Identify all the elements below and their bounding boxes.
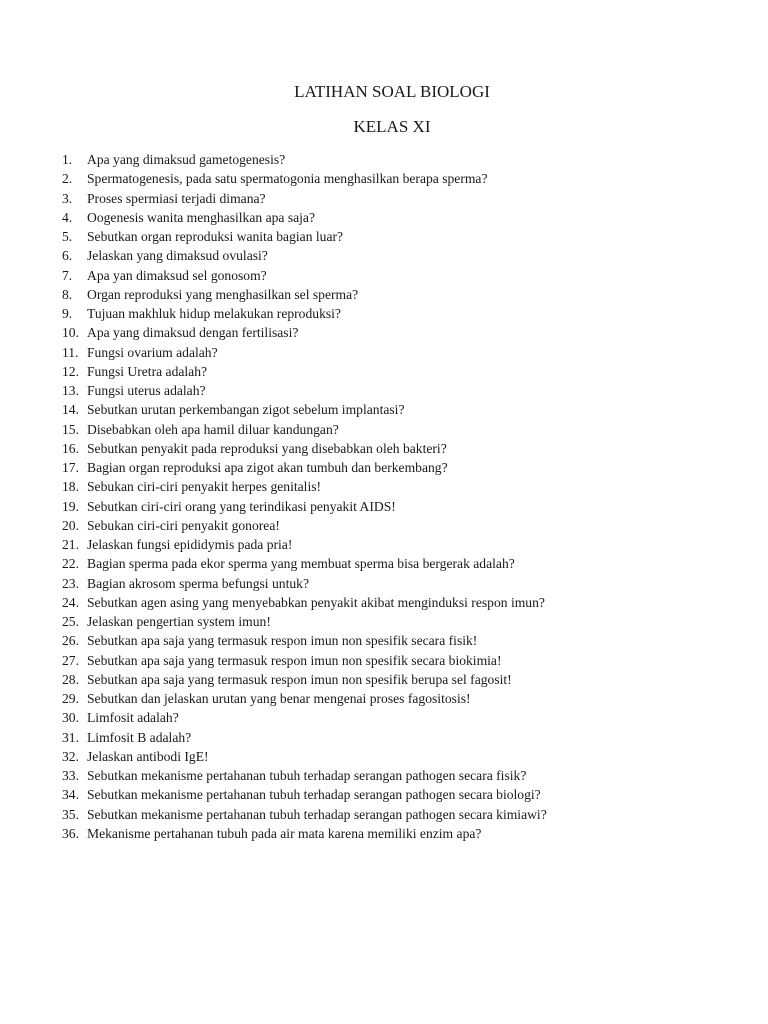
list-item <box>62 728 547 747</box>
question-number: 35. <box>62 806 79 822</box>
list-item <box>62 420 547 439</box>
list-item <box>62 266 547 285</box>
list-item <box>62 343 547 362</box>
question-text: Fungsi Uretra adalah? <box>87 363 208 379</box>
question-number: 36. <box>62 825 79 841</box>
question-text: Sebukan ciri-ciri penyakit gonorea! <box>87 517 280 533</box>
list-item <box>62 593 547 612</box>
question-number: 3. <box>62 190 73 206</box>
question-text: Sebutkan mekanisme pertahanan tubuh terhadap serangan pathogen secara biologi? <box>87 787 541 803</box>
list-item <box>62 516 547 535</box>
page-subtitle: KELAS XI <box>353 117 431 136</box>
list-item <box>62 535 547 554</box>
question-number: 27. <box>62 652 79 668</box>
question-number: 23. <box>62 575 79 591</box>
question-number: 20. <box>62 517 79 533</box>
question-text: Organ reproduksi yang menghasilkan sel sperma? <box>87 286 359 302</box>
list-item <box>62 689 547 708</box>
question-number: 9. <box>62 306 73 321</box>
question-text: Sebutkan apa saja yang termasuk respon imun non spesifik berupa sel fagosit! <box>87 671 512 687</box>
list-item <box>62 439 547 458</box>
question-text: Sebutkan mekanisme pertahanan tubuh terhadap serangan pathogen secara kimiawi? <box>87 806 547 822</box>
list-item <box>62 208 547 227</box>
list-item <box>62 150 547 169</box>
list-item <box>62 824 547 843</box>
list-item <box>62 362 547 381</box>
question-number: 13. <box>62 383 79 398</box>
list-item <box>62 189 547 208</box>
question-number: 1. <box>62 152 73 167</box>
question-number: 26. <box>62 633 79 649</box>
question-number: 21. <box>62 537 79 552</box>
question-text: Bagian organ reproduksi apa zigot akan tumbuh dan berkembang? <box>87 460 448 475</box>
list-item <box>62 323 547 342</box>
question-text: Oogenesis wanita menghasilkan apa saja? <box>87 209 315 225</box>
list-item <box>62 381 547 400</box>
question-number: 4. <box>62 209 73 225</box>
question-text: Sebutkan dan jelaskan urutan yang benar mengenai proses fagositosis! <box>87 691 471 706</box>
question-text: Jelaskan yang dimaksud ovulasi? <box>87 248 268 264</box>
question-text: Fungsi ovarium adalah? <box>87 344 218 360</box>
question-number: 33. <box>62 768 79 783</box>
question-number: 16. <box>62 440 79 456</box>
question-number: 11. <box>62 344 79 360</box>
list-item <box>62 785 547 804</box>
list-item <box>62 554 547 573</box>
question-text: Apa yang dimaksud gametogenesis? <box>87 152 286 167</box>
question-text: Bagian sperma pada ekor sperma yang membuat sperma bisa bergerak adalah? <box>87 556 515 572</box>
question-text: Apa yang dimaksud dengan fertilisasi? <box>87 325 299 341</box>
list-item <box>62 747 547 766</box>
list-item <box>62 304 547 323</box>
list-item <box>62 285 547 304</box>
question-text: Tujuan makhluk hidup melakukan reproduksi? <box>87 306 341 321</box>
question-text: Sebutkan urutan perkembangan zigot sebelum implantasi? <box>87 402 405 418</box>
question-list <box>62 150 547 843</box>
list-item <box>62 612 547 631</box>
list-item <box>62 631 547 650</box>
list-item <box>62 497 547 516</box>
question-text: Fungsi uterus adalah? <box>87 383 206 398</box>
list-item <box>62 670 547 689</box>
question-number: 17. <box>62 460 79 475</box>
list-item <box>62 477 547 496</box>
question-text: Sebutkan apa saja yang termasuk respon imun non spesifik secara biokimia! <box>87 652 502 668</box>
list-item <box>62 400 547 419</box>
question-text: Jelaskan fungsi epididymis pada pria! <box>87 537 293 552</box>
list-item <box>62 805 547 824</box>
question-text: Jelaskan antibodi IgE! <box>87 748 209 764</box>
question-text: Limfosit adalah? <box>87 710 179 726</box>
question-number: 8. <box>62 286 73 302</box>
list-item <box>62 574 547 593</box>
question-text: Disebabkan oleh apa hamil diluar kandungan? <box>87 421 339 437</box>
question-text: Sebutkan ciri-ciri orang yang terindikasi penyakit AIDS! <box>87 498 396 514</box>
question-number: 31. <box>62 729 79 745</box>
question-number: 18. <box>62 479 79 495</box>
page-title: LATIHAN SOAL BIOLOGI <box>294 82 490 101</box>
list-item <box>62 766 547 785</box>
question-number: 29. <box>62 691 79 706</box>
question-number: 12. <box>62 363 79 379</box>
list-item <box>62 708 547 727</box>
list-item <box>62 458 547 477</box>
question-number: 32. <box>62 748 79 764</box>
question-number: 5. <box>62 229 73 244</box>
question-text: Sebutkan mekanisme pertahanan tubuh terhadap serangan pathogen secara fisik? <box>87 768 527 783</box>
question-text: Proses spermiasi terjadi dimana? <box>87 190 266 206</box>
question-text: Limfosit B adalah? <box>87 729 192 745</box>
question-number: 10. <box>62 325 79 341</box>
question-text: Spermatogenesis, pada satu spermatogonia menghasilkan berapa sperma? <box>87 171 488 187</box>
question-text: Sebutkan apa saja yang termasuk respon imun non spesifik secara fisik! <box>87 633 478 649</box>
question-number: 15. <box>62 421 79 437</box>
list-item <box>62 246 547 265</box>
list-item <box>62 651 547 670</box>
question-number: 28. <box>62 671 79 687</box>
list-item <box>62 227 547 246</box>
question-number: 6. <box>62 248 73 264</box>
question-number: 2. <box>62 171 73 187</box>
question-text: Bagian akrosom sperma befungsi untuk? <box>87 575 309 591</box>
question-text: Sebutkan organ reproduksi wanita bagian luar? <box>87 229 344 244</box>
question-number: 24. <box>62 594 79 610</box>
question-number: 34. <box>62 787 79 803</box>
question-number: 25. <box>62 614 79 629</box>
question-text: Sebutkan penyakit pada reproduksi yang disebabkan oleh bakteri? <box>87 440 447 456</box>
list-item <box>62 169 547 188</box>
question-number: 7. <box>62 267 73 283</box>
question-number: 14. <box>62 402 79 418</box>
question-text: Mekanisme pertahanan tubuh pada air mata karena memiliki enzim apa? <box>87 825 482 841</box>
question-number: 30. <box>62 710 79 726</box>
question-text: Sebukan ciri-ciri penyakit herpes genitalis! <box>87 479 322 495</box>
question-text: Jelaskan pengertian system imun! <box>87 614 271 629</box>
question-number: 22. <box>62 556 79 572</box>
question-text: Sebutkan agen asing yang menyebabkan penyakit akibat menginduksi respon imun? <box>87 594 545 610</box>
question-text: Apa yan dimaksud sel gonosom? <box>87 267 267 283</box>
question-number: 19. <box>62 498 79 514</box>
